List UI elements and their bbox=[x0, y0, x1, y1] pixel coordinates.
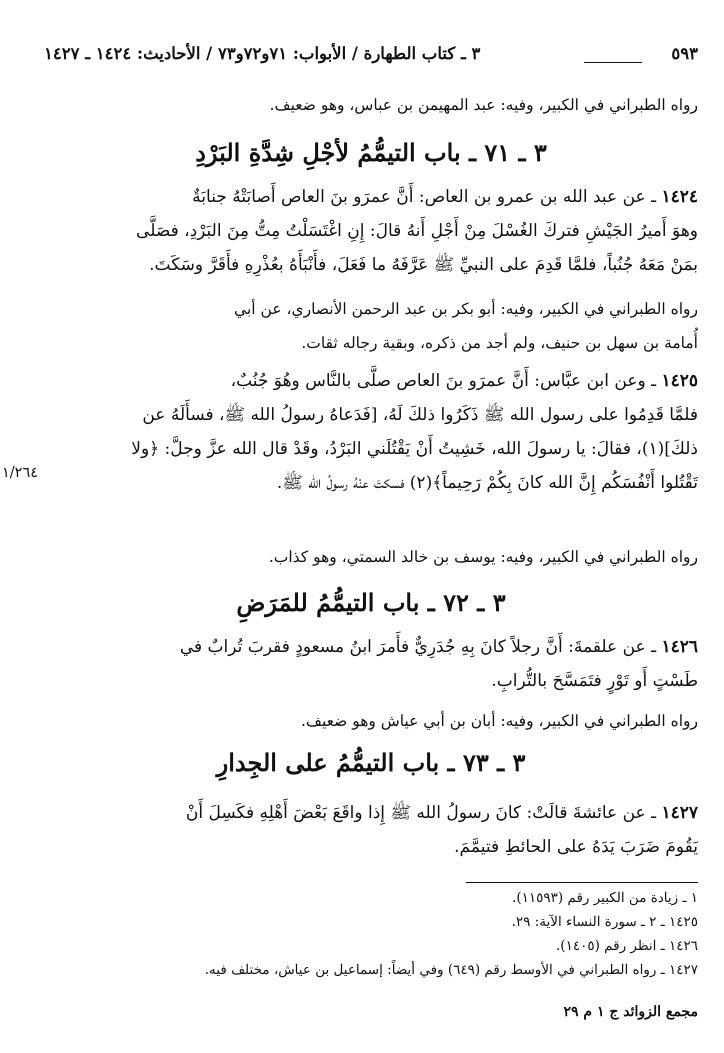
hadith-line: ١٤٢٥ ـ وعن ابن عبَّاس: أَنَّ عمرَو بنَ العاص صلَّى بالنَّاس وهُوَ جُنُبٌ، bbox=[230, 371, 698, 391]
book-page bbox=[44, 0, 698, 1053]
hadith-line: ١٤٢٧ ـ عن عائشةَ قالَتْ: كانَ رسولُ الله ﷺ إِذا واقَعَ بَعْضَ أَهْلِهِ فكَسِلَ أَنْ bbox=[185, 803, 698, 823]
hadith-line: طَسْتٍ أَو تَوْرٍ فتَمَسَّحَ بالتُّرابِ. bbox=[491, 671, 698, 691]
hadith-line: فلمَّا قَدِمُوا على رسول الله ﷺ ذَكَرُوا ذلكَ لَهُ، [فَدَعاهُ رسولُ الله ﷺ، فسأَلَهُ عن bbox=[142, 405, 698, 425]
hadith-1425 bbox=[44, 364, 698, 500]
note-1425 bbox=[44, 540, 698, 574]
note-1424 bbox=[44, 292, 698, 360]
footnote: ١ ـ زيادة من الكبير رقم (١١٥٩٣). bbox=[512, 890, 698, 906]
hadith-line: يَقُومَ ضَرَبَ يَدَهُ على الحائطِ فتيمَّمَ. bbox=[454, 837, 698, 857]
hadith-line: بمَنْ مَعَهُ جُنُباً، فلمَّا قَدِمَ على النبيِّ ﷺ عَرَّفَهُ ما فَعَلَ، فأَنْبَأَهُ بعُذْرِهِ فأَقَرَّ وسَكَتَ. bbox=[149, 255, 698, 275]
note-line: رواه الطبراني في الكبير، وفيه: عبد المهيمن بن عباس، وهو ضعيف. bbox=[269, 96, 698, 114]
note-line: رواه الطبراني في الكبير، وفيه: أبان بن أبي عياش وهو ضعيف. bbox=[300, 712, 698, 730]
header-rule bbox=[584, 62, 642, 63]
footnote: ١٤٢٦ ـ انظر رقم (١٤٠٥). bbox=[556, 938, 698, 954]
hadith-number: ١٤٢٤ bbox=[661, 187, 698, 207]
running-header bbox=[44, 42, 698, 72]
note-1426 bbox=[44, 704, 698, 738]
page-number: ٥٩٣ bbox=[671, 44, 698, 63]
hadith-1426 bbox=[44, 630, 698, 698]
printer-signature: مجمع الزوائد ج ١ م ٢٩ bbox=[563, 1004, 698, 1020]
footnote-rule bbox=[466, 882, 698, 883]
chapter-71-heading: ٣ ـ ٧١ ـ باب التيمُّمُ لأجْلِ شِدَّةِ البَرْدِ bbox=[195, 138, 547, 167]
note-line: رواه الطبراني في الكبير، وفيه: أبو بكر بن عبد الرحمن الأنصاري، عن أبي bbox=[234, 300, 698, 318]
hadith-line: ١٤٢٤ ـ عن عبد الله بن عمرو بن العاص: أَنَّ عمرَو بنَ العاص أَصابَتْهُ جنابَةٌ bbox=[192, 187, 698, 207]
hadith-1427 bbox=[44, 796, 698, 864]
footnote: ١٤٢٧ ـ رواه الطبراني في الأوسط رقم (٦٤٩) وفي أيضاً: إسماعيل بن عياش، مختلف فيه. bbox=[204, 962, 698, 978]
hadith-line: تَقْتُلوا أَنْفُسَكُم إِنَّ الله كانَ بِكُمْ رَحِيماً﴾(٢) فسكتَ عنْهُ رسولُ الله ﷺ. bbox=[276, 473, 698, 493]
hadith-line: ١٤٢٦ ـ عن علقمةَ: أَنَّ رجلاً كانَ بِهِ جُدَرِيٌّ فأَمرَ ابنُ مسعودٍ فقربَ تُرابٌ في bbox=[179, 637, 698, 657]
hadith-number: ١٤٢٦ bbox=[661, 637, 698, 657]
intro-note bbox=[44, 88, 698, 122]
chapter-73-heading: ٣ ـ ٧٣ ـ باب التيمُّمُ على الجِدارِ bbox=[216, 748, 526, 777]
hadith-line: ذلكَ](١)، فقالَ: يا رسولَ الله، خَشِيتُ أَنْ يَقْتُلَني البَرْدُ، وقَدْ قال الله عزَّ وجلَّ: ﴿ولا bbox=[131, 439, 698, 459]
hadith-number: ١٤٢٥ bbox=[661, 371, 698, 391]
margin-reference: ١/٢٦٤ bbox=[2, 465, 39, 481]
hadith-number: ١٤٢٧ bbox=[661, 803, 698, 823]
note-line: أُمامة بن سهل بن حنيف، ولم أجد من ذكره، وبقية رجاله ثقات. bbox=[301, 334, 698, 352]
hadith-1424 bbox=[44, 180, 698, 282]
footnote: ١٤٢٥ ـ ٢ ـ سورة النساء الآية: ٢٩. bbox=[511, 914, 698, 930]
hadith-line: وهوَ أَميرُ الجَيْشِ فتركَ الغُسْلَ مِنْ أَجْلِ أَنهُ قالَ: إِنِ اغْتَسَلْتُ مِتُّ مِنَ البَرْدِ، فصَلَّى bbox=[136, 221, 698, 241]
running-title: ٣ ـ كتاب الطهارة / الأبواب: ٧١و٧٢و٧٣ / الأحاديث: ١٤٢٤ ـ ١٤٢٧ bbox=[44, 44, 481, 63]
note-line: رواه الطبراني في الكبير، وفيه: يوسف بن خالد السمتي، وهو كذاب. bbox=[268, 548, 698, 566]
chapter-72-heading: ٣ ـ ٧٢ ـ باب التيمُّمُ للمَرَضِ bbox=[236, 588, 506, 617]
